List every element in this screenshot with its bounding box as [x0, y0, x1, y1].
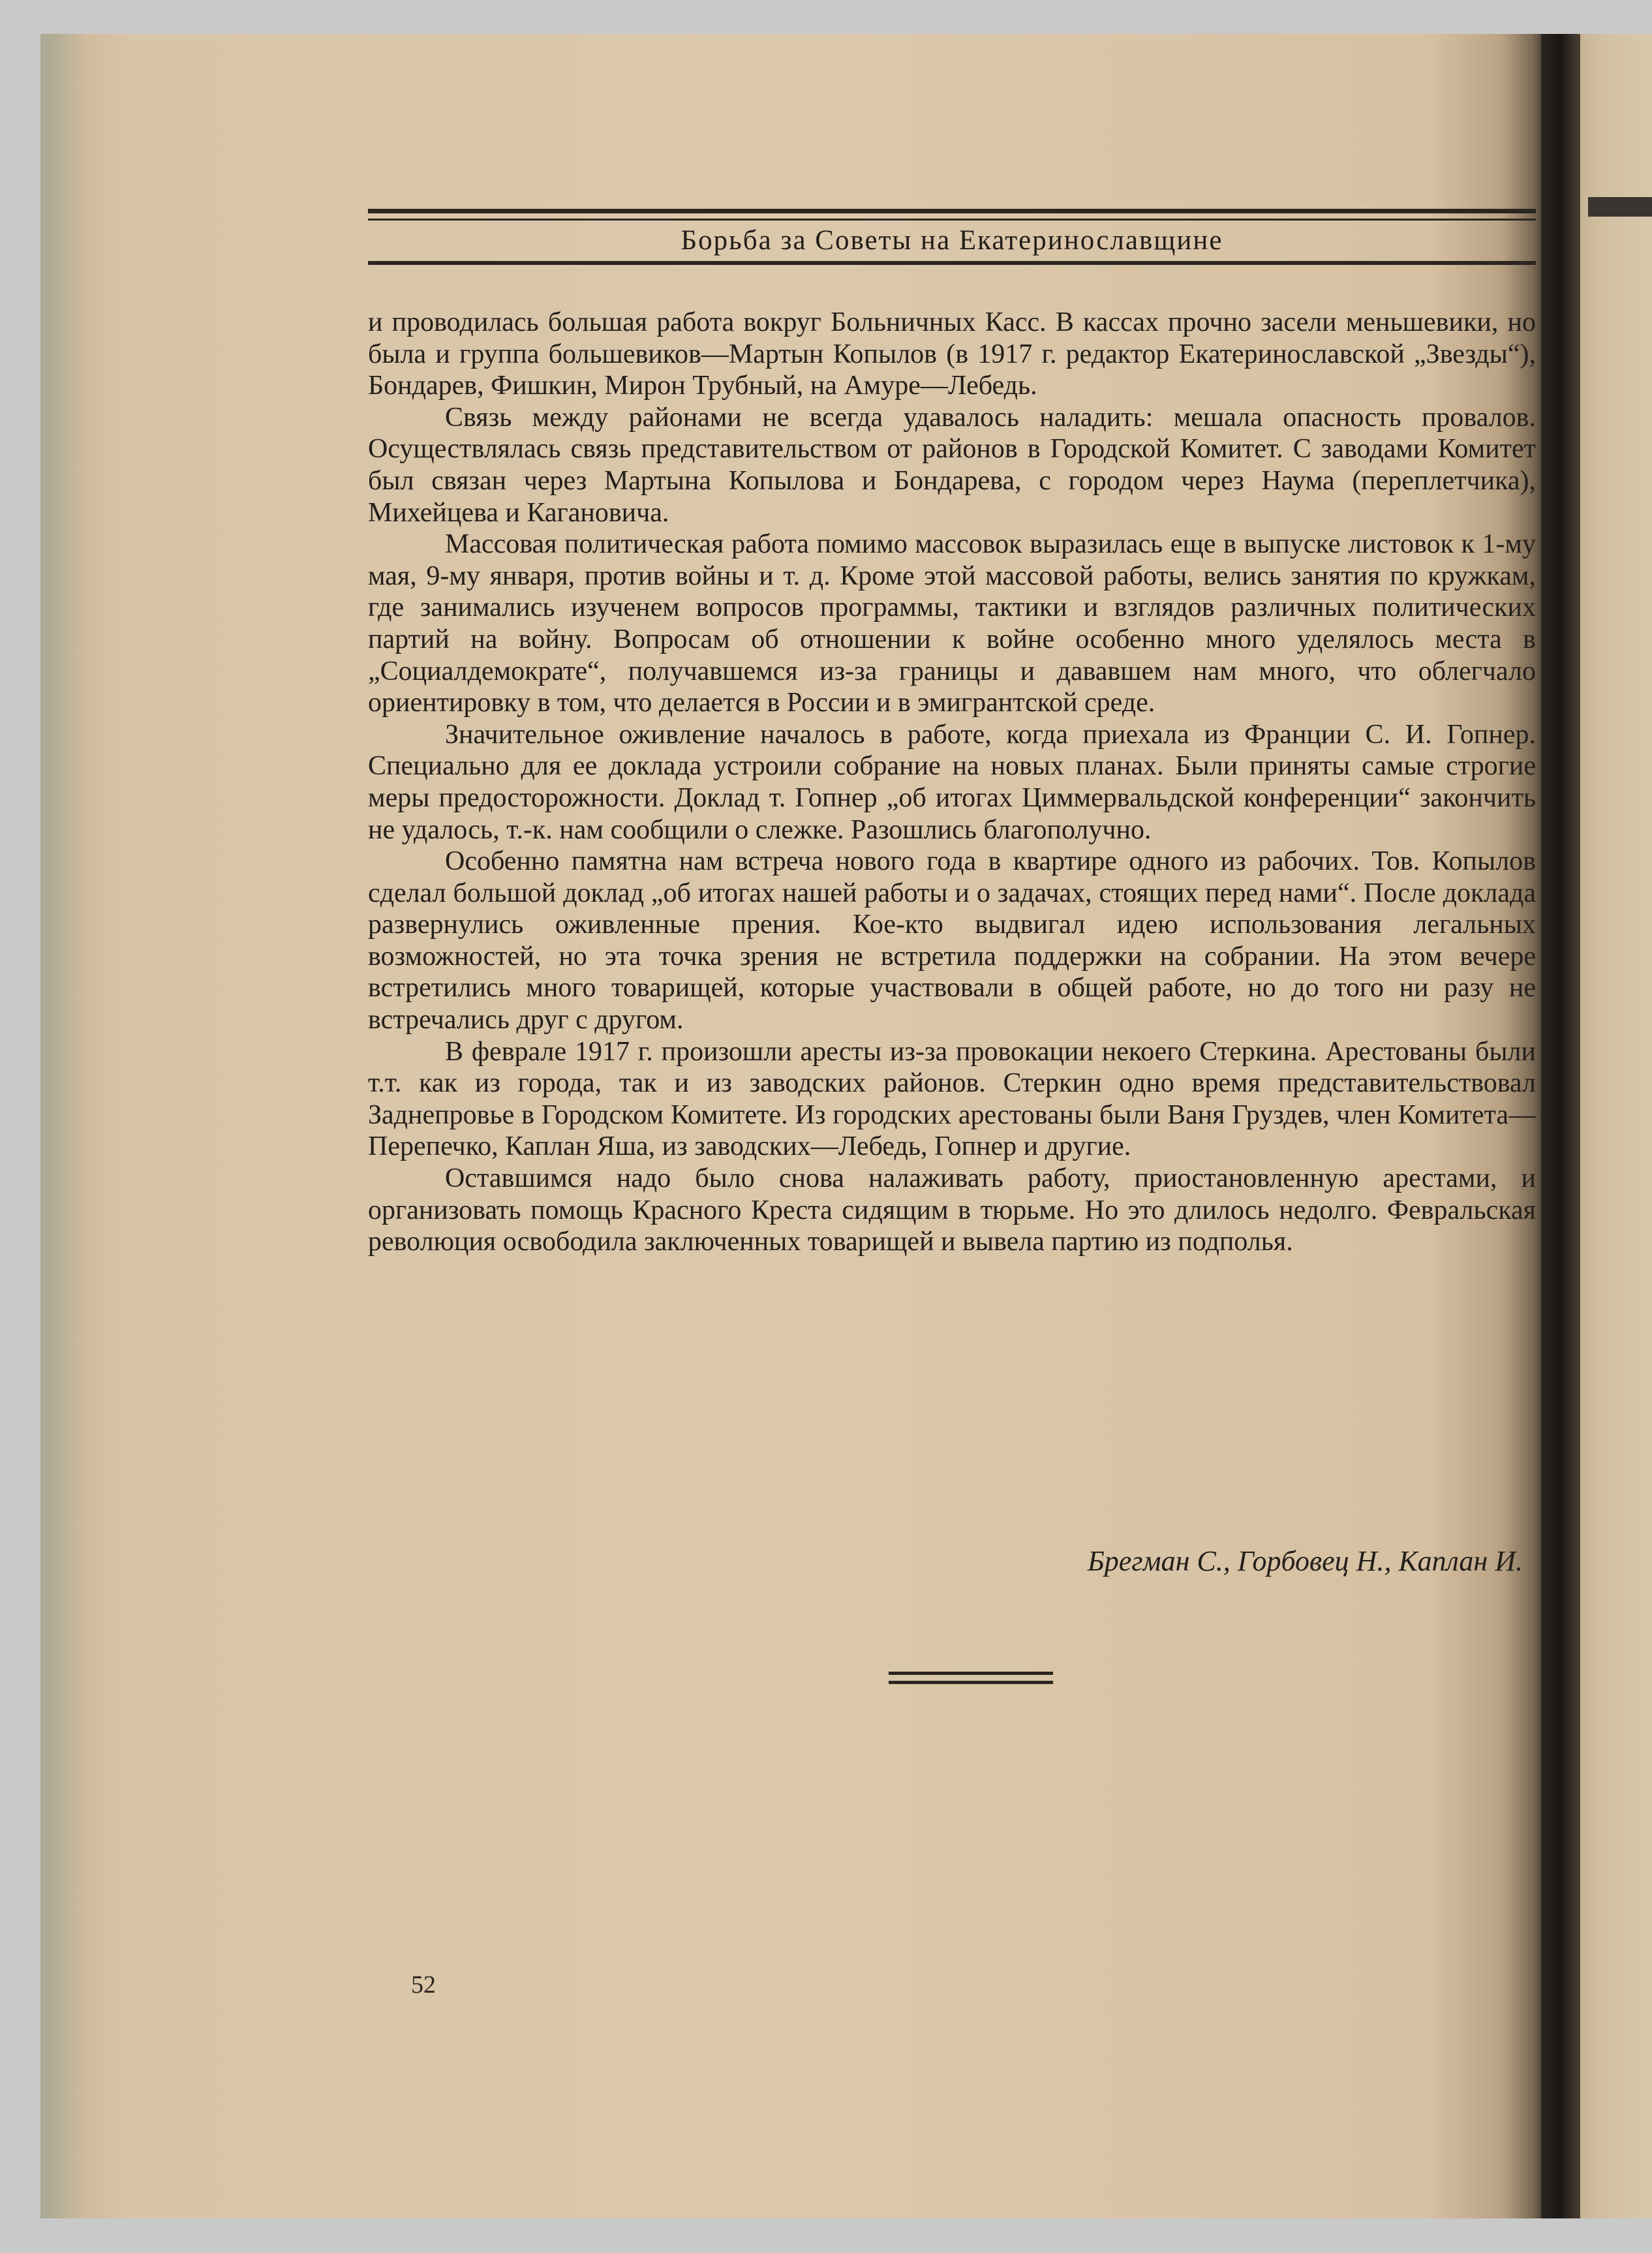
header-rule-bottom [368, 261, 1536, 265]
paragraph: Массовая политическая работа помимо массовок выразилась еще в выпуске листовок к 1-му мая, 9-му января, против войны и т. д. Кроме этой массовой работы, велись занятия по кружкам, где занимались изученем вопросов программы, тактики и взглядов различных политических партий на войну. Вопросам об отношении к войне особенно много уделялось места в „Социалдемократе“, получавшемся из-за границы и дававшем нам много, что облегчало ориентировку в том, что делается в России и в эмигрантской среде. [368, 529, 1536, 718]
left-page [40, 34, 1548, 2218]
paragraph: и проводилась большая работа вокруг Больничных Касс. В кассах прочно засели меньшевики, но была и группа большевиков—Мартын Копылов (в 1917 г. редактор Екатеринославской „Звезды“), Бондарев, Фишкин, Мирон Трубный, на Амуре—Лебедь. [368, 307, 1536, 401]
header-rule-top [368, 209, 1536, 213]
end-of-article-rule [889, 1672, 1053, 1690]
paragraph: Значительное оживление началось в работе, когда приехала из Франции С. И. Гопнер. Специально для ее доклада устроили собрание на новых планах. Были приняты самые строгие меры предосторожности. Доклад т. Гопнер „об итогах Циммервальдской конференции“ закончить не удалось, т.-к. нам сообщили о слежке. Разошлись благополучно. [368, 719, 1536, 845]
article-body [368, 307, 1536, 1258]
adjacent-page-edge [1580, 34, 1652, 2218]
paragraph: В феврале 1917 г. произошли аресты из-за провокации некоего Стеркина. Арестованы были т.т. как из города, так и из заводских районов. Стеркин одно время представительствовал Заднепровье в Городском Комитете. Из городских арестованы были Ваня Груздев, член Комитета—Перепечко, Каплан Яша, из заводских—Лебедь, Гопнер и другие. [368, 1036, 1536, 1162]
running-header [368, 209, 1536, 265]
end-rule-line [889, 1672, 1053, 1675]
page-number: 52 [411, 1971, 436, 1999]
adjacent-page-header-bar [1588, 197, 1652, 217]
paragraph: Особенно памятна нам встреча нового года в квартире одного из рабочих. Тов. Копылов сделал большой доклад „об итогах нашей работы и о задачах, стоящих перед нами“. После доклада развернулись оживленные прения. Кое-кто выдвигал идею использования легальных возможностей, но эта точка зрения не встретила поддержки на собрании. На этом вечере встретились много товарищей, которые участвовали в общей работе, но до того ни разу не встречались друг с другом. [368, 846, 1536, 1035]
author-signature: Брегман С., Горбовец Н., Каплан И. [1087, 1545, 1523, 1577]
running-header-title: Борьба за Советы на Екатеринославщине [681, 225, 1223, 256]
end-rule-line [889, 1681, 1053, 1684]
scanned-spread [40, 34, 1652, 2218]
paragraph: Оставшимся надо было снова налаживать работу, приостановленную арестами, и организовать помощь Красного Креста сидящим в тюрьме. Но это длилось недолго. Февральская революция освободила заключенных товарищей и вывела партию из подполья. [368, 1163, 1536, 1257]
book-spine-shadow [1541, 34, 1580, 2218]
paragraph: Связь между районами не всегда удавалось наладить: мешала опасность провалов. Осуществлялась связь представительством от районов в Городской Комитет. С заводами Комитет был связан через Мартына Копылова и Бондарева, с городом через Наума (переплетчика), Михейцева и Кагановича. [368, 402, 1536, 528]
